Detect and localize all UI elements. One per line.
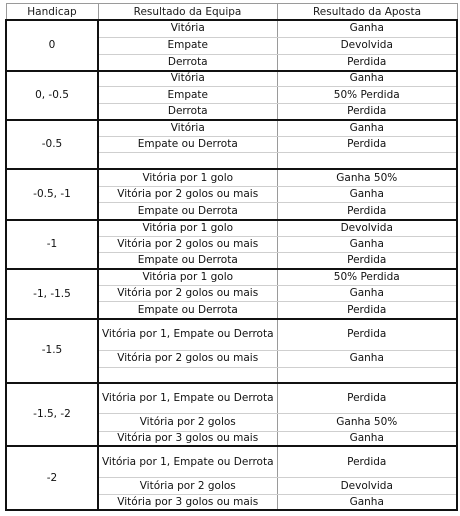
- team-result-cell: [98, 152, 277, 169]
- team-result-cell: Vitória por 1 golo: [98, 220, 277, 236]
- handicap-cell: -1, -1.5: [6, 269, 98, 318]
- table-row: [6, 169, 457, 186]
- bet-result-cell: Devolvida: [277, 478, 457, 495]
- table-row: [6, 20, 457, 37]
- team-result-cell: Derrota: [98, 54, 277, 70]
- bet-result-cell: Perdida: [277, 302, 457, 319]
- table-row: [6, 120, 457, 136]
- table-row: [6, 220, 457, 236]
- team-result-cell: Vitória por 2 golos ou mais: [98, 236, 277, 252]
- table-row: [6, 319, 457, 350]
- bet-result-cell: Ganha: [277, 71, 457, 87]
- bet-result-cell: Perdida: [277, 203, 457, 220]
- team-result-cell: Vitória por 3 golos ou mais: [98, 495, 277, 510]
- bet-result-cell: Perdida: [277, 319, 457, 350]
- team-result-cell: Vitória por 2 golos: [98, 414, 277, 431]
- table-row: [6, 446, 457, 477]
- bet-result-cell: Perdida: [277, 104, 457, 120]
- bet-result-cell: Perdida: [277, 383, 457, 414]
- team-result-cell: Vitória por 2 golos: [98, 478, 277, 495]
- table-row: [6, 383, 457, 414]
- team-result-cell: Vitória por 3 golos ou mais: [98, 431, 277, 446]
- team-result-cell: Empate: [98, 87, 277, 104]
- bet-result-cell: Ganha: [277, 286, 457, 302]
- team-result-cell: Empate ou Derrota: [98, 302, 277, 319]
- handicap-cell: 0: [6, 20, 98, 71]
- bet-result-cell: Perdida: [277, 136, 457, 152]
- handicap-cell: -1.5: [6, 319, 98, 383]
- team-result-cell: [98, 367, 277, 382]
- bet-result-cell: Ganha: [277, 495, 457, 510]
- handicap-table: [5, 3, 458, 511]
- team-result-cell: Vitória por 2 golos ou mais: [98, 286, 277, 302]
- team-result-cell: Vitória por 1 golo: [98, 269, 277, 285]
- bet-result-cell: Ganha: [277, 236, 457, 252]
- handicap-cell: -0.5, -1: [6, 169, 98, 220]
- bet-result-cell: 50% Perdida: [277, 87, 457, 104]
- team-result-cell: Empate ou Derrota: [98, 136, 277, 152]
- team-result-cell: Empate ou Derrota: [98, 252, 277, 269]
- header-row: [6, 4, 457, 21]
- bet-result-cell: Ganha: [277, 120, 457, 136]
- handicap-cell: -0.5: [6, 120, 98, 169]
- bet-result-cell: Ganha: [277, 431, 457, 446]
- team-result-cell: Vitória por 1, Empate ou Derrota: [98, 319, 277, 350]
- table-row: [6, 269, 457, 285]
- table-body: [6, 20, 457, 510]
- team-result-cell: Vitória por 2 golos ou mais: [98, 187, 277, 203]
- bet-result-cell: [277, 367, 457, 382]
- handicap-cell: -1: [6, 220, 98, 269]
- column-header-handicap: Handicap: [6, 4, 98, 21]
- bet-result-cell: Devolvida: [277, 37, 457, 54]
- handicap-cell: -2: [6, 446, 98, 510]
- bet-result-cell: Perdida: [277, 54, 457, 70]
- handicap-cell: 0, -0.5: [6, 71, 98, 120]
- team-result-cell: Derrota: [98, 104, 277, 120]
- bet-result-cell: Perdida: [277, 252, 457, 269]
- bet-result-cell: 50% Perdida: [277, 269, 457, 285]
- column-header-bet-result: Resultado da Aposta: [277, 4, 457, 21]
- table-header: [6, 4, 457, 21]
- team-result-cell: Vitória: [98, 71, 277, 87]
- bet-result-cell: Ganha 50%: [277, 414, 457, 431]
- bet-result-cell: Perdida: [277, 446, 457, 477]
- bet-result-cell: [277, 152, 457, 169]
- table-row: [6, 71, 457, 87]
- bet-result-cell: Devolvida: [277, 220, 457, 236]
- team-result-cell: Vitória por 2 golos ou mais: [98, 350, 277, 367]
- team-result-cell: Empate ou Derrota: [98, 203, 277, 220]
- team-result-cell: Empate: [98, 37, 277, 54]
- handicap-cell: -1.5, -2: [6, 383, 98, 447]
- bet-result-cell: Ganha: [277, 20, 457, 37]
- team-result-cell: Vitória: [98, 120, 277, 136]
- bet-result-cell: Ganha: [277, 187, 457, 203]
- column-header-team-result: Resultado da Equipa: [98, 4, 277, 21]
- team-result-cell: Vitória por 1, Empate ou Derrota: [98, 446, 277, 477]
- team-result-cell: Vitória: [98, 20, 277, 37]
- bet-result-cell: Ganha 50%: [277, 169, 457, 186]
- team-result-cell: Vitória por 1 golo: [98, 169, 277, 186]
- team-result-cell: Vitória por 1, Empate ou Derrota: [98, 383, 277, 414]
- bet-result-cell: Ganha: [277, 350, 457, 367]
